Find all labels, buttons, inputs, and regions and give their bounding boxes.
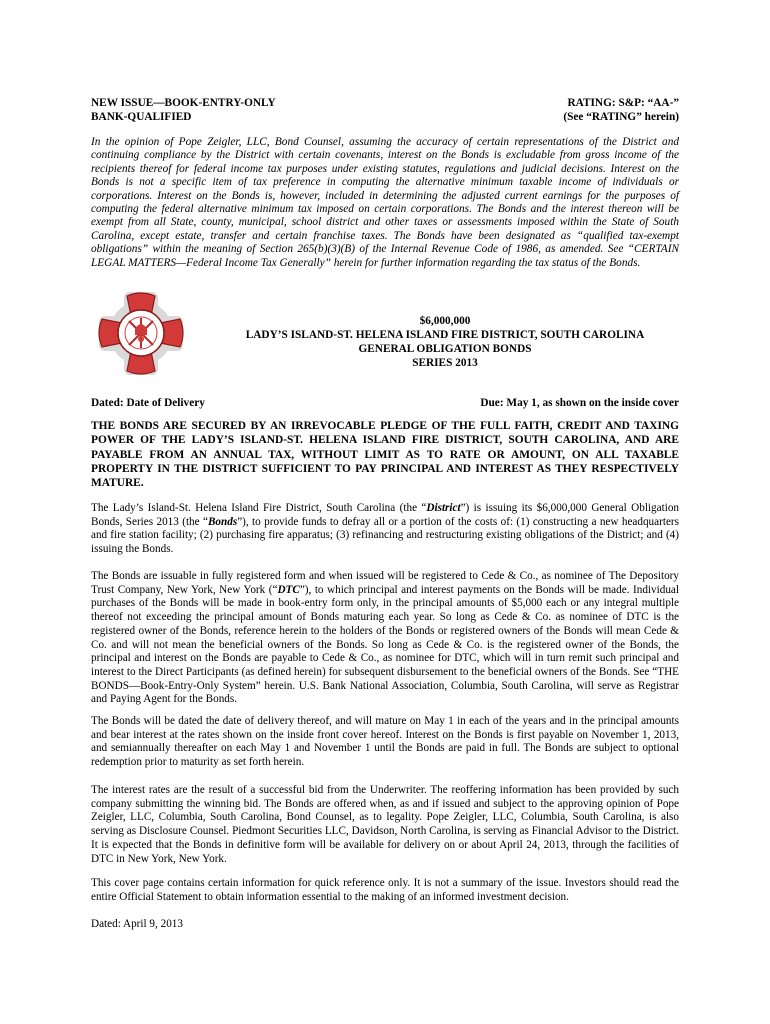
rating-label: RATING: S&P: “AA-” bbox=[567, 97, 679, 109]
dtc-term: DTC bbox=[277, 583, 300, 596]
purpose-text-3: ”), to provide funds to defray all or a portion of the costs of: (1) constructing a new headquarters and fire station facility; (2) purchasing fire apparatus; (3) refinancing and restructuring existing obligations of the District; and (4) issuing the Bonds. bbox=[91, 515, 679, 556]
registration-paragraph bbox=[91, 570, 679, 707]
rating-reference: (See “RATING” herein) bbox=[563, 111, 679, 123]
rating-block bbox=[563, 96, 679, 124]
issue-header bbox=[91, 96, 679, 124]
issue-type bbox=[91, 96, 276, 124]
tax-opinion-paragraph: In the opinion of Pope Zeigler, LLC, Bond Counsel, assuming the accuracy of certain representations of the District and continuing compliance by the District with certain covenants, interest on the Bonds is excludable from gross income of the recipients thereof for federal income tax purposes under existing statutes, regulations and judicial decisions. Interest on the Bonds is not a specific item of tax preference in computing the alternative minimum taxable income of individuals or corporations. Interest on the Bonds is, however, included in determining the adjusted current earnings for the purposes of computing the federal alternative minimum tax imposed on certain corporations. The Bonds and the interest thereon will be exempt from all State, county, municipal, school district and other taxes or assessments imposed within the State of South Carolina, except estate, transfer and certain franchise taxes. The Bonds have been designated as “qualified tax-exempt obligations” within the meaning of Section 265(b)(3)(B) of the Internal Revenue Code of 1986, as amended. See “CERTAIN LEGAL MATTERS—Federal Income Tax Generally” herein for further information regarding the tax status of the Bonds. bbox=[91, 136, 679, 269]
purpose-text-2: ”) is issuing its $6,000,000 General Obligation Bonds, Series 2013 (the “ bbox=[91, 502, 680, 528]
fire-district-seal-icon bbox=[91, 286, 191, 381]
district-term: District bbox=[426, 502, 461, 514]
purpose-text-1: The Lady’s Island-St. Helena Island Fire District, South Carolina (the “ bbox=[91, 502, 427, 514]
bond-title-block bbox=[200, 314, 690, 370]
disclaimer-paragraph: This cover page contains certain information for quick reference only. It is not a summary of the issue. Investors should read the entire Official Statement to obtain information essential to the making of an informed investment decision. bbox=[91, 877, 679, 903]
bank-qualified-label: BANK-QUALIFIED bbox=[91, 111, 192, 123]
bond-type: GENERAL OBLIGATION BONDS bbox=[358, 343, 532, 355]
registration-text-2: ”), to which principal and interest payments on the Bonds will be made. Individual purchases of the Bonds will be made in book-entry form only, in the principal amounts of $5,000 each or any integral multiple thereof not exceeding the principal amount of Bonds maturing each year. So long as Cede & Co. as nominee of DTC is the registered owner of the Bonds, reference herein to the holders of the Bonds or registered owners of the Bonds will mean Cede & Co. and will not mean the beneficial owners of the Bonds. So long as Cede & Co. is the registered owner of the Bonds, the principal and interest on the Bonds are payable to Cede & Co., as nominee for DTC, which will in turn remit such principal and interest to the Direct Participants (as defined herein) for subsequent disbursement to the beneficial owners of the Bonds. See “THE BONDS—Book-Entry-Only System” herein. U.S. Bank National Association, Columbia, South Carolina, will serve as Registrar and Paying Agent for the Bonds. bbox=[91, 583, 679, 706]
dated-label: Dated: Date of Delivery bbox=[91, 397, 205, 409]
due-label: Due: May 1, as shown on the inside cover bbox=[480, 397, 679, 409]
dated-footer: Dated: April 9, 2013 bbox=[91, 918, 183, 930]
maturity-paragraph: The Bonds will be dated the date of delivery thereof, and will mature on May 1 in each of the years and in the principal amounts and bear interest at the rates shown on the inside front cover hereof. Interest on the Bonds is first payable on November 1, 2013, and semiannually thereafter on each May 1 and November 1 until the Bonds are paid in full. The Bonds are subject to optional redemption prior to maturity as set forth herein. bbox=[91, 715, 679, 769]
bond-amount: $6,000,000 bbox=[419, 315, 471, 327]
offering-paragraph: The interest rates are the result of a successful bid from the Underwriter. The reoffering information has been provided by such company submitting the winning bid. The Bonds are offered when, as and if issued and subject to the approving opinion of Pope Zeigler, LLC, Columbia, South Carolina, Bond Counsel, as to legality. Pope Zeigler, LLC, Columbia, South Carolina, is also serving as Disclosure Counsel. Piedmont Securities LLC, Davidson, North Carolina, is serving as Financial Advisor to the District. It is expected that the Bonds in definitive form will be available for delivery on or about April 24, 2013, through the facilities of DTC in New York, New York. bbox=[91, 784, 679, 865]
bond-series: SERIES 2013 bbox=[412, 357, 478, 369]
purpose-paragraph bbox=[91, 502, 679, 557]
bonds-term: Bonds bbox=[207, 515, 238, 528]
dated-due-line bbox=[91, 397, 679, 409]
security-statement: THE BONDS ARE SECURED BY AN IRREVOCABLE PLEDGE OF THE FULL FAITH, CREDIT AND TAXING POWER OF THE LADY’S ISLAND-ST. HELENA ISLAND FIRE DISTRICT, SOUTH CAROLINA, AND ARE PAYABLE FROM AN ANNUAL TAX, WITHOUT LIMIT AS TO RATE OR AMOUNT, ON ALL TAXABLE PROPERTY IN THE DISTRICT SUFFICIENT TO PAY PRINCIPAL AND INTEREST AS THEY RESPECTIVELY MATURE. bbox=[91, 420, 679, 490]
new-issue-label: NEW ISSUE—BOOK-ENTRY-ONLY bbox=[91, 97, 276, 109]
issuer-name: LADY’S ISLAND-ST. HELENA ISLAND FIRE DISTRICT, SOUTH CAROLINA bbox=[245, 329, 645, 341]
registration-text-1: The Bonds are issuable in fully registered form and when issued will be registered to Cede & Co., as nominee of The Depository Trust Company, New York, New York (“ bbox=[91, 570, 679, 596]
